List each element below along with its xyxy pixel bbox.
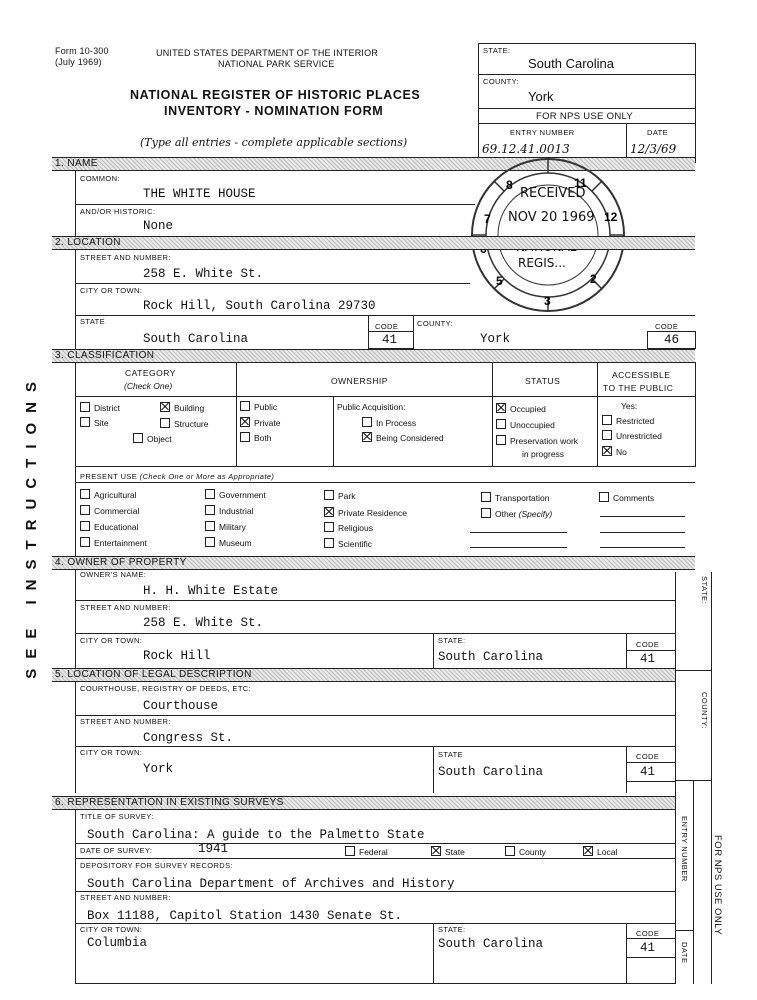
use-transportation[interactable]: Transportation xyxy=(481,492,550,503)
military-checkbox[interactable] xyxy=(205,521,215,531)
date-value: 12/3/69 xyxy=(630,142,677,156)
access-no[interactable]: No xyxy=(602,446,627,457)
common-name-value: THE WHITE HOUSE xyxy=(143,187,256,201)
scientific-checkbox[interactable] xyxy=(324,538,334,548)
present-use-label: PRESENT USE (Check One or More as Appropriate) xyxy=(80,472,275,481)
entry-number-value: 69.12.41.0013 xyxy=(482,142,570,156)
see-instructions-text: SEE INSTRUCTIONS xyxy=(23,372,40,679)
cat-district[interactable]: District xyxy=(80,402,120,413)
access-restricted[interactable]: Restricted xyxy=(602,415,654,426)
historic-name-label: AND/OR HISTORIC: xyxy=(80,207,156,216)
survey-county[interactable]: County xyxy=(505,846,546,857)
location-state-label: STATE xyxy=(80,317,106,326)
form-number: Form 10-300 xyxy=(55,46,109,56)
legal-street-value: Congress St. xyxy=(143,731,234,745)
unrestricted-checkbox[interactable] xyxy=(602,430,612,440)
survey-title-label: TITLE OF SURVEY: xyxy=(80,812,154,821)
svg-text:8: 8 xyxy=(506,178,513,192)
side-nps-label: FOR NPS USE ONLY xyxy=(712,835,723,936)
park-checkbox[interactable] xyxy=(324,490,334,500)
svg-text:12: 12 xyxy=(604,210,618,224)
use-industrial[interactable]: Industrial xyxy=(205,505,254,516)
svg-text:2: 2 xyxy=(590,272,597,286)
being-considered[interactable]: Being Considered xyxy=(362,432,444,443)
cat-building[interactable]: Building xyxy=(160,402,204,413)
object-checkbox[interactable] xyxy=(133,433,143,443)
no-checkbox[interactable] xyxy=(602,446,612,456)
commercial-checkbox[interactable] xyxy=(80,505,90,515)
top-county-value: York xyxy=(528,89,554,104)
being-considered-checkbox[interactable] xyxy=(362,432,372,442)
location-code-label: CODE xyxy=(375,322,399,331)
both-checkbox[interactable] xyxy=(240,432,250,442)
public-checkbox[interactable] xyxy=(240,401,250,411)
cat-object[interactable]: Object xyxy=(133,433,172,444)
owner-street-value: 258 E. White St. xyxy=(143,616,264,630)
stamp-received: RECEIVED xyxy=(520,186,586,201)
svg-text:11: 11 xyxy=(574,176,587,190)
category-sub: (Check One) xyxy=(124,381,173,391)
use-scientific[interactable]: Scientific xyxy=(324,538,372,549)
access-unrestricted[interactable]: Unrestricted xyxy=(602,430,662,441)
own-both[interactable]: Both xyxy=(240,432,272,443)
svg-text:3: 3 xyxy=(544,294,551,308)
use-private-residence[interactable]: Private Residence xyxy=(324,507,407,518)
depository-value: South Carolina Department of Archives and History xyxy=(87,877,455,891)
depository-street-label: STREET AND NUMBER: xyxy=(80,893,171,902)
survey-federal[interactable]: Federal xyxy=(345,846,388,857)
building-checkbox[interactable] xyxy=(160,402,170,412)
depository-city-label: CITY OR TOWN: xyxy=(80,925,143,934)
service-name: NATIONAL PARK SERVICE xyxy=(218,59,335,69)
section-2-heading: 2. LOCATION xyxy=(52,236,695,250)
use-agricultural[interactable]: Agricultural xyxy=(80,489,137,500)
top-state-label: STATE: xyxy=(483,46,511,55)
legal-city-label: CITY OR TOWN: xyxy=(80,748,143,757)
legal-street-label: STREET AND NUMBER: xyxy=(80,717,171,726)
entertainment-checkbox[interactable] xyxy=(80,537,90,547)
cat-structure[interactable]: Structure xyxy=(160,418,209,429)
survey-date-label: DATE OF SURVEY: xyxy=(80,846,153,855)
department-name: UNITED STATES DEPARTMENT OF THE INTERIOR xyxy=(156,48,379,58)
owner-state-label: STATE: xyxy=(438,636,466,645)
nps-use-only-label: FOR NPS USE ONLY xyxy=(536,111,634,122)
side-date-label: DATE xyxy=(680,942,689,964)
section-3-heading: 3. CLASSIFICATION xyxy=(52,349,695,363)
location-county-value: York xyxy=(480,332,511,346)
transportation-checkbox[interactable] xyxy=(481,492,491,502)
legal-code-label: CODE xyxy=(636,752,660,761)
educational-checkbox[interactable] xyxy=(80,521,90,531)
own-private[interactable]: Private xyxy=(240,417,280,428)
use-comments[interactable]: Comments xyxy=(599,492,654,503)
owner-city-value: Rock Hill xyxy=(143,649,211,663)
museum-checkbox[interactable] xyxy=(205,537,215,547)
preservation-checkbox[interactable] xyxy=(496,435,506,445)
use-government[interactable]: Government xyxy=(205,489,266,500)
depository-code-value: 41 xyxy=(640,941,656,955)
in-process-checkbox[interactable] xyxy=(362,417,372,427)
state-checkbox[interactable] xyxy=(431,846,441,856)
owner-code-value: 41 xyxy=(640,652,656,666)
location-city-value: Rock Hill, South Carolina 29730 xyxy=(143,299,376,313)
owner-code-label: CODE xyxy=(636,640,660,649)
form-instructions: (Type all entries - complete applicable sections) xyxy=(140,136,408,149)
svg-text:7: 7 xyxy=(484,212,491,226)
government-checkbox[interactable] xyxy=(205,489,215,499)
ownership-label: OWNERSHIP xyxy=(331,376,388,386)
cat-site[interactable]: Site xyxy=(80,417,109,428)
side-entry-number-label: ENTRY NUMBER xyxy=(680,816,689,882)
side-county-label: COUNTY: xyxy=(700,692,709,729)
common-name-label: COMMON: xyxy=(80,174,120,183)
occupied-checkbox[interactable] xyxy=(496,403,506,413)
use-military[interactable]: Military xyxy=(205,521,246,532)
public-acquisition-label: Public Acquisition: xyxy=(337,402,406,412)
structure-checkbox[interactable] xyxy=(160,418,170,428)
use-commercial[interactable]: Commercial xyxy=(80,505,139,516)
unoccupied-checkbox[interactable] xyxy=(496,419,506,429)
owner-city-label: CITY OR TOWN: xyxy=(80,636,143,645)
section-6-heading: 6. REPRESENTATION IN EXISTING SURVEYS xyxy=(52,796,675,810)
access-yes-label: Yes: xyxy=(621,401,638,411)
top-state-value: South Carolina xyxy=(528,56,614,71)
location-street-label: STREET AND NUMBER: xyxy=(80,253,171,262)
location-code2-label: CODE xyxy=(655,322,679,331)
date-label: DATE xyxy=(647,128,669,137)
use-entertainment[interactable]: Entertainment xyxy=(80,537,147,548)
courthouse-value: Courthouse xyxy=(143,699,219,713)
top-county-label: COUNTY: xyxy=(483,77,520,86)
stamp-date: NOV 20 1969 xyxy=(508,210,595,225)
own-public[interactable]: Public xyxy=(240,401,277,412)
legal-state-value: South Carolina xyxy=(438,765,544,779)
use-other[interactable]: Other (Specify) xyxy=(481,508,552,519)
survey-title-value: South Carolina: A guide to the Palmetto State xyxy=(87,828,425,842)
private-residence-checkbox[interactable] xyxy=(324,507,334,517)
location-state-value: South Carolina xyxy=(143,332,249,346)
section-1-heading: 1. NAME xyxy=(52,157,695,171)
status-unoccupied[interactable]: Unoccupied xyxy=(496,419,555,430)
courthouse-label: COURTHOUSE, REGISTRY OF DEEDS, ETC: xyxy=(80,684,252,693)
depository-code-label: CODE xyxy=(636,929,660,938)
accessible-label: ACCESSIBLE xyxy=(612,370,671,380)
status-occupied[interactable]: Occupied xyxy=(496,403,546,414)
side-state-label: STATE: xyxy=(700,576,709,605)
comments-checkbox[interactable] xyxy=(599,492,609,502)
industrial-checkbox[interactable] xyxy=(205,505,215,515)
depository-state-value: South Carolina xyxy=(438,937,544,951)
form-date: (July 1969) xyxy=(55,57,102,67)
survey-date-value: 1941 xyxy=(198,842,229,856)
location-county-label: COUNTY: xyxy=(417,319,454,328)
owner-street-label: STREET AND NUMBER: xyxy=(80,603,171,612)
status-preservation[interactable]: Preservation work xyxy=(496,435,578,446)
owner-name-value: H. H. White Estate xyxy=(143,584,279,598)
legal-state-label: STATE xyxy=(438,750,464,759)
stamp-register: REGIS... xyxy=(518,256,566,270)
site-checkbox[interactable] xyxy=(80,417,90,427)
status-label: STATUS xyxy=(525,376,561,386)
entry-number-label: ENTRY NUMBER xyxy=(510,128,575,137)
private-checkbox[interactable] xyxy=(240,417,250,427)
section-5-heading: 5. LOCATION OF LEGAL DESCRIPTION xyxy=(52,668,675,682)
use-educational[interactable]: Educational xyxy=(80,521,138,532)
section-4-heading: 4. OWNER OF PROPERTY xyxy=(52,556,695,570)
restricted-checkbox[interactable] xyxy=(602,415,612,425)
in-process[interactable]: In Process xyxy=(362,417,416,428)
survey-local[interactable]: Local xyxy=(583,846,617,857)
survey-state[interactable]: State xyxy=(431,846,465,857)
use-park[interactable]: Park xyxy=(324,490,355,501)
depository-street-value: Box 11188, Capitol Station 1430 Senate St. xyxy=(87,909,403,923)
location-city-label: CITY OR TOWN: xyxy=(80,286,143,295)
public-label: TO THE PUBLIC xyxy=(603,383,674,393)
local-checkbox[interactable] xyxy=(583,846,593,856)
form-title: NATIONAL REGISTER OF HISTORIC PLACES xyxy=(130,88,421,102)
legal-code-value: 41 xyxy=(640,765,656,779)
location-code-value: 41 xyxy=(382,333,398,347)
owner-state-value: South Carolina xyxy=(438,650,544,664)
legal-city-value: York xyxy=(143,762,174,776)
owner-name-label: OWNER'S NAME: xyxy=(80,570,147,579)
location-code2-value: 46 xyxy=(664,333,680,347)
historic-name-value: None xyxy=(143,219,174,233)
federal-checkbox[interactable] xyxy=(345,846,355,856)
location-street-value: 258 E. White St. xyxy=(143,267,264,281)
use-museum[interactable]: Museum xyxy=(205,537,252,548)
depository-city-value: Columbia xyxy=(87,936,148,950)
use-religious[interactable]: Religious xyxy=(324,522,373,533)
depository-label: DEPOSITORY FOR SURVEY RECORDS: xyxy=(80,861,234,870)
svg-text:5: 5 xyxy=(496,274,503,288)
county-checkbox[interactable] xyxy=(505,846,515,856)
form-subtitle: INVENTORY - NOMINATION FORM xyxy=(164,104,384,118)
depository-state-label: STATE: xyxy=(438,925,466,934)
status-preservation-2: in progress xyxy=(522,449,565,459)
religious-checkbox[interactable] xyxy=(324,522,334,532)
agricultural-checkbox[interactable] xyxy=(80,489,90,499)
category-label: CATEGORY xyxy=(125,368,176,378)
district-checkbox[interactable] xyxy=(80,402,90,412)
other-checkbox[interactable] xyxy=(481,508,491,518)
